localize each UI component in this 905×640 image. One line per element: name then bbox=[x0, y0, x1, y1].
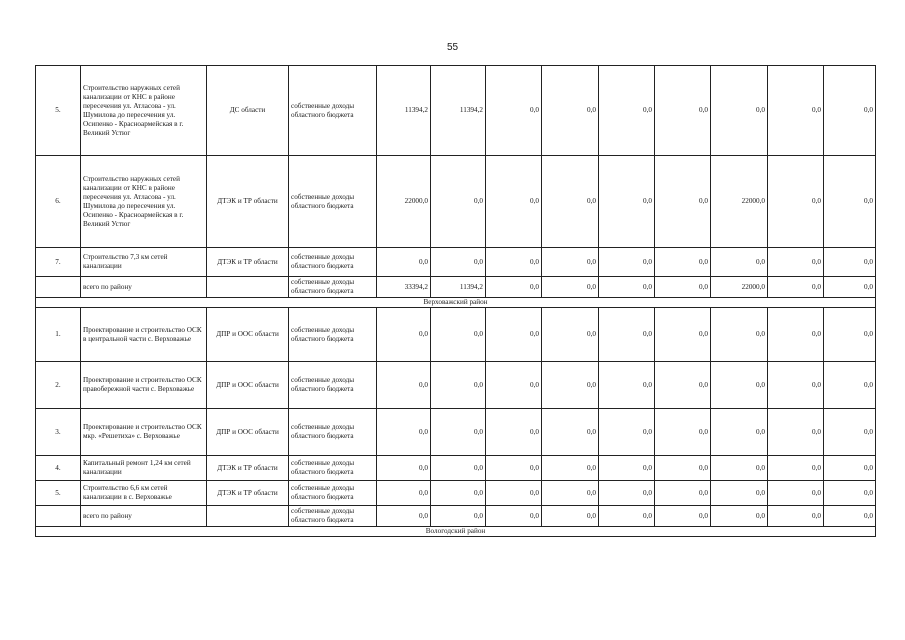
value-cell: 0,0 bbox=[542, 456, 599, 481]
value-cell: 0,0 bbox=[824, 506, 876, 527]
value-cell: 0,0 bbox=[431, 456, 486, 481]
row-number bbox=[36, 506, 81, 527]
table-row bbox=[36, 456, 876, 481]
responsible-executor bbox=[207, 506, 289, 527]
value-cell: 0,0 bbox=[655, 506, 711, 527]
funding-source: собственные доходы областного бюджета bbox=[289, 409, 377, 456]
value-cell: 0,0 bbox=[377, 481, 431, 506]
funding-source: собственные доходы областного бюджета bbox=[289, 308, 377, 362]
table-row bbox=[36, 362, 876, 409]
value-cell: 0,0 bbox=[599, 277, 655, 298]
table-row bbox=[36, 156, 876, 248]
funding-source: собственные доходы областного бюджета bbox=[289, 481, 377, 506]
value-cell: 0,0 bbox=[486, 66, 542, 156]
row-number: 7. bbox=[36, 248, 81, 277]
value-cell: 0,0 bbox=[486, 506, 542, 527]
value-cell: 0,0 bbox=[824, 156, 876, 248]
row-number: 6. bbox=[36, 156, 81, 248]
value-cell: 0,0 bbox=[431, 308, 486, 362]
table-row bbox=[36, 409, 876, 456]
value-cell: 0,0 bbox=[486, 456, 542, 481]
page-number: 55 bbox=[446, 42, 459, 53]
value-cell: 0,0 bbox=[655, 66, 711, 156]
object-name: Строительство наружных сетей канализации от КНС в районе пересечения ул. Атласова - ул. Шумилова до пересечения ул. Осипенко - Красноармейская в г. Великий Устюг bbox=[81, 156, 207, 248]
object-name: Проектирование и строительство ОСК мкр. «Решетиха» с. Верховажье bbox=[81, 409, 207, 456]
value-cell: 0,0 bbox=[655, 362, 711, 409]
value-cell: 0,0 bbox=[768, 456, 824, 481]
value-cell: 0,0 bbox=[655, 481, 711, 506]
value-cell: 0,0 bbox=[542, 156, 599, 248]
object-name: Строительство 7,3 км сетей канализации bbox=[81, 248, 207, 277]
object-name: Капитальный ремонт 1,24 км сетей канализации bbox=[81, 456, 207, 481]
value-cell: 0,0 bbox=[542, 277, 599, 298]
value-cell: 0,0 bbox=[542, 409, 599, 456]
value-cell: 0,0 bbox=[824, 456, 876, 481]
value-cell: 0,0 bbox=[824, 409, 876, 456]
funding-source: собственные доходы областного бюджета bbox=[289, 456, 377, 481]
value-cell: 0,0 bbox=[486, 481, 542, 506]
value-cell: 0,0 bbox=[486, 277, 542, 298]
section-title: Верховажский район bbox=[36, 298, 876, 308]
row-number: 4. bbox=[36, 456, 81, 481]
value-cell: 22000,0 bbox=[377, 156, 431, 248]
responsible-executor: ДТЭК и ТР области bbox=[207, 456, 289, 481]
value-cell: 0,0 bbox=[377, 506, 431, 527]
table-row bbox=[36, 66, 876, 156]
value-cell: 0,0 bbox=[599, 481, 655, 506]
value-cell: 0,0 bbox=[768, 156, 824, 248]
value-cell: 0,0 bbox=[542, 506, 599, 527]
value-cell: 0,0 bbox=[655, 456, 711, 481]
value-cell: 0,0 bbox=[377, 362, 431, 409]
table-row bbox=[36, 248, 876, 277]
table-row bbox=[36, 308, 876, 362]
value-cell: 0,0 bbox=[655, 248, 711, 277]
funding-source: собственные доходы областного бюджета bbox=[289, 248, 377, 277]
value-cell: 0,0 bbox=[768, 277, 824, 298]
value-cell: 0,0 bbox=[377, 308, 431, 362]
value-cell: 0,0 bbox=[377, 248, 431, 277]
value-cell: 0,0 bbox=[768, 362, 824, 409]
value-cell: 0,0 bbox=[768, 506, 824, 527]
row-number: 1. bbox=[36, 308, 81, 362]
value-cell: 0,0 bbox=[711, 409, 768, 456]
value-cell: 0,0 bbox=[431, 248, 486, 277]
responsible-executor: ДТЭК и ТР области bbox=[207, 481, 289, 506]
row-number: 5. bbox=[36, 481, 81, 506]
value-cell: 0,0 bbox=[431, 481, 486, 506]
value-cell: 0,0 bbox=[486, 156, 542, 248]
value-cell: 0,0 bbox=[542, 66, 599, 156]
value-cell: 0,0 bbox=[655, 409, 711, 456]
value-cell: 0,0 bbox=[377, 409, 431, 456]
value-cell: 0,0 bbox=[711, 66, 768, 156]
value-cell: 0,0 bbox=[542, 481, 599, 506]
funding-source: собственные доходы областного бюджета bbox=[289, 66, 377, 156]
object-name: Строительство наружных сетей канализации от КНС в районе пересечения ул. Атласова - ул. Шумилова до пересечения ул. Осипенко - Красноармейская в г. Великий Устюг bbox=[81, 66, 207, 156]
value-cell: 0,0 bbox=[655, 308, 711, 362]
responsible-executor: ДПР и ООС области bbox=[207, 362, 289, 409]
responsible-executor: ДТЭК и ТР области bbox=[207, 248, 289, 277]
value-cell: 0,0 bbox=[824, 308, 876, 362]
value-cell: 0,0 bbox=[768, 248, 824, 277]
responsible-executor: ДПР и ООС области bbox=[207, 308, 289, 362]
value-cell: 0,0 bbox=[431, 506, 486, 527]
value-cell: 0,0 bbox=[431, 409, 486, 456]
value-cell: 0,0 bbox=[599, 456, 655, 481]
value-cell: 0,0 bbox=[542, 248, 599, 277]
value-cell: 0,0 bbox=[768, 409, 824, 456]
section-title: Вологодский район bbox=[36, 527, 876, 537]
value-cell: 0,0 bbox=[599, 248, 655, 277]
responsible-executor: ДТЭК и ТР области bbox=[207, 156, 289, 248]
value-cell: 0,0 bbox=[824, 481, 876, 506]
value-cell: 33394,2 bbox=[377, 277, 431, 298]
program-table bbox=[35, 65, 876, 537]
responsible-executor: ДС области bbox=[207, 66, 289, 156]
object-name: Строительство 6,6 км сетей канализации в с. Верховажье bbox=[81, 481, 207, 506]
value-cell: 0,0 bbox=[824, 66, 876, 156]
value-cell: 0,0 bbox=[824, 248, 876, 277]
value-cell: 0,0 bbox=[377, 456, 431, 481]
responsible-executor bbox=[207, 277, 289, 298]
value-cell: 0,0 bbox=[655, 156, 711, 248]
value-cell: 0,0 bbox=[824, 277, 876, 298]
value-cell: 0,0 bbox=[711, 481, 768, 506]
value-cell: 0,0 bbox=[542, 362, 599, 409]
row-number: 5. bbox=[36, 66, 81, 156]
object-name: всего по району bbox=[81, 277, 207, 298]
object-name: всего по району bbox=[81, 506, 207, 527]
section-header-row bbox=[36, 298, 876, 308]
funding-source: собственные доходы областного бюджета bbox=[289, 277, 377, 298]
value-cell: 0,0 bbox=[542, 308, 599, 362]
value-cell: 0,0 bbox=[599, 506, 655, 527]
row-number: 3. bbox=[36, 409, 81, 456]
value-cell: 0,0 bbox=[431, 362, 486, 409]
value-cell: 0,0 bbox=[655, 277, 711, 298]
value-cell: 0,0 bbox=[599, 409, 655, 456]
value-cell: 0,0 bbox=[768, 481, 824, 506]
section-header-row bbox=[36, 527, 876, 537]
table-row-total bbox=[36, 506, 876, 527]
value-cell: 0,0 bbox=[486, 362, 542, 409]
value-cell: 11394,2 bbox=[431, 66, 486, 156]
value-cell: 0,0 bbox=[768, 66, 824, 156]
value-cell: 0,0 bbox=[711, 362, 768, 409]
value-cell: 0,0 bbox=[711, 506, 768, 527]
table-row-total bbox=[36, 277, 876, 298]
value-cell: 0,0 bbox=[431, 156, 486, 248]
value-cell: 0,0 bbox=[486, 409, 542, 456]
table-row bbox=[36, 481, 876, 506]
object-name: Проектирование и строительство ОСК правобережной части с. Верховажье bbox=[81, 362, 207, 409]
value-cell: 0,0 bbox=[768, 308, 824, 362]
value-cell: 11394,2 bbox=[431, 277, 486, 298]
value-cell: 0,0 bbox=[599, 308, 655, 362]
value-cell: 11394,2 bbox=[377, 66, 431, 156]
object-name: Проектирование и строительство ОСК в центральной части с. Верховажье bbox=[81, 308, 207, 362]
value-cell: 0,0 bbox=[711, 308, 768, 362]
value-cell: 0,0 bbox=[599, 362, 655, 409]
value-cell: 0,0 bbox=[599, 66, 655, 156]
value-cell: 0,0 bbox=[599, 156, 655, 248]
row-number bbox=[36, 277, 81, 298]
value-cell: 0,0 bbox=[486, 308, 542, 362]
row-number: 2. bbox=[36, 362, 81, 409]
value-cell: 22000,0 bbox=[711, 277, 768, 298]
value-cell: 0,0 bbox=[824, 362, 876, 409]
funding-source: собственные доходы областного бюджета bbox=[289, 362, 377, 409]
value-cell: 22000,0 bbox=[711, 156, 768, 248]
funding-source: собственные доходы областного бюджета bbox=[289, 156, 377, 248]
value-cell: 0,0 bbox=[486, 248, 542, 277]
funding-source: собственные доходы областного бюджета bbox=[289, 506, 377, 527]
value-cell: 0,0 bbox=[711, 456, 768, 481]
responsible-executor: ДПР и ООС области bbox=[207, 409, 289, 456]
value-cell: 0,0 bbox=[711, 248, 768, 277]
